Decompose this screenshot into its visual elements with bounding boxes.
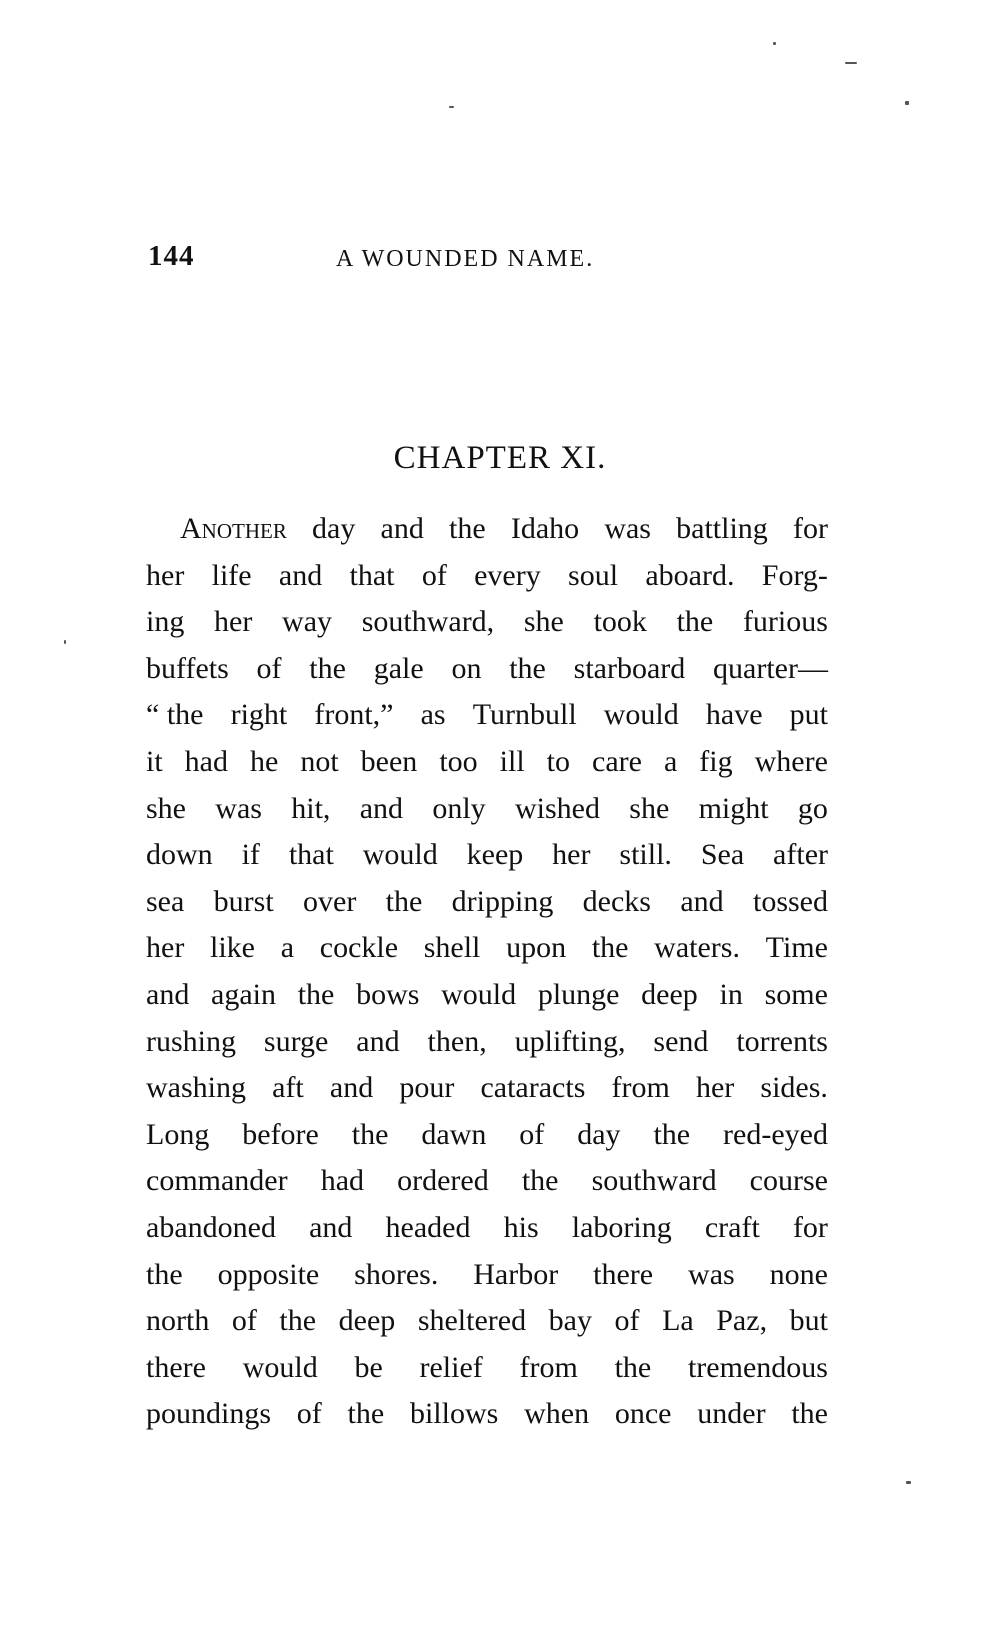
word: when <box>524 1397 590 1431</box>
word: wished <box>514 791 600 825</box>
text-line <box>146 553 828 600</box>
word: was <box>688 1257 735 1291</box>
text-line <box>146 1252 828 1299</box>
word: was <box>215 791 262 825</box>
text-line <box>146 1391 828 1438</box>
running-title: A WOUNDED NAME. <box>336 246 595 272</box>
word: of <box>421 558 447 592</box>
word: poundings <box>146 1397 272 1431</box>
opening-word: Another <box>180 512 287 545</box>
word: day <box>312 512 356 545</box>
word: none <box>769 1257 828 1291</box>
word: for <box>792 512 828 545</box>
word: battling <box>676 512 768 545</box>
word: she <box>523 605 564 639</box>
word: aboard. <box>645 558 735 592</box>
scan-speck <box>905 101 909 105</box>
word: there <box>593 1257 654 1291</box>
word: the <box>279 1304 317 1338</box>
word: over <box>303 884 357 918</box>
word: the <box>347 1397 385 1431</box>
word: Forg- <box>761 558 828 592</box>
scan-speck <box>845 62 857 64</box>
word: shell <box>423 931 481 965</box>
word: too <box>439 744 478 778</box>
text-line <box>146 1019 828 1066</box>
word: of <box>256 651 282 685</box>
text-line <box>146 1065 828 1112</box>
word: upon <box>506 931 567 965</box>
word: put <box>789 698 828 732</box>
word: be <box>354 1350 383 1384</box>
word: the <box>297 977 335 1011</box>
word: had <box>320 1164 365 1198</box>
word: and <box>356 1024 400 1058</box>
word: a <box>280 931 295 965</box>
word: tossed <box>753 884 828 918</box>
word: to <box>546 744 571 778</box>
word: La <box>662 1304 694 1338</box>
word: the <box>676 605 714 639</box>
word: southward <box>591 1164 717 1198</box>
word: deep <box>338 1304 396 1338</box>
word: and <box>278 558 323 592</box>
text-line <box>146 879 828 926</box>
word: laboring <box>571 1210 672 1244</box>
word: keep <box>466 838 524 872</box>
word: then, <box>427 1024 487 1058</box>
word: “ the <box>146 698 204 732</box>
word: ill <box>499 744 525 778</box>
text-line <box>146 1112 828 1159</box>
word: burst <box>213 884 274 918</box>
word: north <box>146 1304 210 1338</box>
chapter-heading: CHAPTER XI. <box>393 440 607 476</box>
text-line <box>146 1205 828 1252</box>
word: have <box>705 698 763 732</box>
text-line <box>146 1158 828 1205</box>
word: southward, <box>361 605 495 639</box>
word: tremendous <box>687 1350 828 1384</box>
scan-speck <box>449 106 454 108</box>
word: pour <box>399 1071 455 1105</box>
text-line <box>146 1345 828 1392</box>
word: she <box>146 791 186 825</box>
word: washing <box>146 1071 246 1105</box>
word: under <box>697 1397 766 1431</box>
word: the <box>309 651 346 685</box>
word: day <box>577 1117 621 1151</box>
text-line <box>146 832 828 879</box>
text-line <box>146 972 828 1019</box>
word: plunge <box>537 977 620 1011</box>
word: again <box>211 977 276 1011</box>
word: furious <box>742 605 828 639</box>
word: of <box>231 1304 257 1338</box>
word: buffets <box>146 651 229 685</box>
text-line <box>146 646 828 693</box>
word: it <box>146 744 163 778</box>
word: her <box>146 931 185 965</box>
word: Paz, <box>716 1304 768 1338</box>
word: Time <box>765 931 828 965</box>
word: surge <box>263 1024 329 1058</box>
word: on <box>451 651 482 685</box>
word: might <box>698 791 769 825</box>
word: the <box>591 931 629 965</box>
word: but <box>789 1304 828 1338</box>
word: the <box>385 884 423 918</box>
word: cataracts <box>480 1071 586 1105</box>
word: took <box>593 605 647 639</box>
word: waters. <box>654 931 740 965</box>
word: decks <box>582 884 651 918</box>
word: starboard <box>573 651 686 685</box>
word: before <box>242 1117 319 1151</box>
word: uplifting, <box>514 1024 626 1058</box>
word: and <box>146 977 190 1011</box>
word: the <box>521 1164 559 1198</box>
word: ordered <box>397 1164 489 1198</box>
word: send <box>653 1024 709 1058</box>
word: would <box>441 977 517 1011</box>
word: deep <box>641 977 698 1011</box>
word: red-eyed <box>723 1117 828 1151</box>
word: would <box>362 838 438 872</box>
word: the <box>146 1257 183 1291</box>
word: hit, <box>291 791 331 825</box>
word: Idaho <box>510 512 580 545</box>
word: once <box>614 1397 672 1431</box>
text-line <box>146 599 828 646</box>
word: of <box>296 1397 322 1431</box>
word: after <box>773 838 828 872</box>
chapter-body-text <box>146 506 828 1438</box>
word: course <box>749 1164 828 1198</box>
word: the <box>614 1350 652 1384</box>
word: from <box>519 1350 578 1384</box>
word: Sea <box>700 838 745 872</box>
word: and <box>309 1210 353 1244</box>
word: her <box>695 1071 735 1105</box>
word: would <box>242 1350 318 1384</box>
word: would <box>603 698 679 732</box>
scan-speck <box>773 42 776 45</box>
word: go <box>797 791 828 825</box>
text-line <box>146 739 828 786</box>
word: he <box>250 744 279 778</box>
word: and <box>329 1071 374 1105</box>
word: she <box>629 791 670 825</box>
word: the <box>653 1117 691 1151</box>
word: been <box>360 744 418 778</box>
word: had <box>184 744 228 778</box>
text-line <box>146 786 828 833</box>
word: only <box>432 791 486 825</box>
word: as <box>420 698 446 732</box>
word: there <box>146 1350 206 1384</box>
word: Harbor <box>473 1257 559 1291</box>
word: bows <box>356 977 420 1011</box>
word: her <box>552 838 591 872</box>
word: abandoned <box>146 1210 276 1244</box>
word: torrents <box>736 1024 828 1058</box>
word: billows <box>409 1397 499 1431</box>
text-line <box>146 925 828 972</box>
word: dawn <box>421 1117 487 1151</box>
word: a <box>663 744 678 778</box>
scan-speck <box>906 1481 911 1484</box>
page-number: 144 <box>148 240 195 272</box>
word: dripping <box>451 884 554 918</box>
word: fig <box>699 744 733 778</box>
word: if <box>241 838 260 872</box>
word: aft <box>272 1071 304 1105</box>
word: where <box>754 744 828 778</box>
word: quarter— <box>713 651 828 685</box>
word: care <box>592 744 642 778</box>
word: down <box>146 838 213 872</box>
word: her <box>146 558 185 592</box>
word: headed <box>385 1210 471 1244</box>
scan-speck <box>64 640 66 644</box>
word: the <box>449 512 486 545</box>
word: in <box>719 977 743 1011</box>
word: soul <box>568 558 619 592</box>
word: shores. <box>354 1257 439 1291</box>
word: relief <box>419 1350 483 1384</box>
word: life <box>211 558 252 592</box>
word: sheltered <box>417 1304 527 1338</box>
word: that <box>288 838 334 872</box>
word: rushing <box>146 1024 236 1058</box>
word: way <box>282 605 333 639</box>
word: like <box>210 931 256 965</box>
word: right <box>230 698 288 732</box>
word: front,” <box>314 698 394 732</box>
word: the <box>509 651 546 685</box>
word: Turnbull <box>472 698 577 732</box>
word: for <box>792 1210 828 1244</box>
word: that <box>349 558 395 592</box>
word: of <box>614 1304 640 1338</box>
word: his <box>503 1210 539 1244</box>
word: some <box>764 977 828 1011</box>
word: Long <box>146 1117 210 1151</box>
word: and <box>680 884 724 918</box>
text-line <box>146 1298 828 1345</box>
word: still. <box>619 838 672 872</box>
word: the <box>791 1397 828 1431</box>
word: was <box>604 512 651 545</box>
word: the <box>351 1117 389 1151</box>
word: ing <box>146 605 185 639</box>
word: opposite <box>217 1257 320 1291</box>
word: her <box>214 605 253 639</box>
word: gale <box>373 651 424 685</box>
text-line <box>146 692 828 739</box>
word: not <box>300 744 339 778</box>
word: cockle <box>319 931 399 965</box>
word: of <box>519 1117 545 1151</box>
word: and <box>380 512 424 545</box>
word: commander <box>146 1164 288 1198</box>
word: sides. <box>760 1071 828 1105</box>
word: every <box>474 558 541 592</box>
word: from <box>611 1071 670 1105</box>
text-line <box>146 506 828 553</box>
word: bay <box>548 1304 592 1338</box>
word: craft <box>704 1210 760 1244</box>
running-head <box>148 240 848 280</box>
word: and <box>359 791 404 825</box>
word: sea <box>146 884 185 918</box>
